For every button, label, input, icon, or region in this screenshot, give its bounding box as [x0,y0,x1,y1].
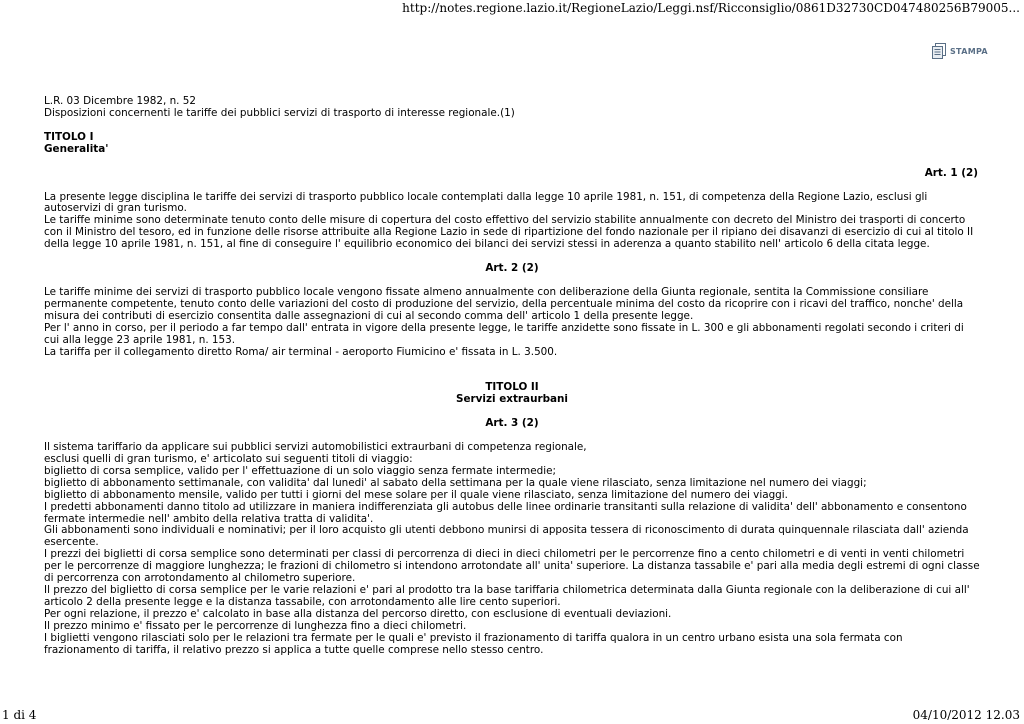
paragraph: Per l' anno in corso, per il periodo a far tempo dall' entrata in vigore della presente legge, le tariffe anzidette sono fissate in L. 300 e gli abbonamenti regolati secondo i criteri di cui alla legge 23 aprile 1981, n. 153. [44,321,964,346]
page-number: 1 di 4 [2,708,37,722]
paragraph: I prezzi dei biglietti di corsa semplice sono determinati per classi di percorrenza di dieci in dieci chilometri per le percorrenze fino a cento chilometri e di venti in venti chilometri per le percorrenze di maggiore lunghezza; le frazioni di chilometro si intendono arrotondate all' unita' superiore. La distanza tassabile e' pari alla media degli estremi di ogni classe di percorrenza con arrotondamento al chilometro superiore. [44,548,980,585]
paragraph: Il sistema tariffario da applicare sui pubblici servizi automobilistici extraurbani di competenza regionale, [44,441,587,454]
print-button[interactable] [932,42,988,60]
print-document-icon [932,43,946,59]
title-heading: TITOLO I [44,130,94,143]
paragraph: La presente legge disciplina le tariffe dei servizi di trasporto pubblico locale contemplati dalla legge 10 aprile 1981, n. 151, di competenza della Regione Lazio, esclusi gli autoservizi di gran turismo. [44,190,928,215]
print-datetime: 04/10/2012 12.03 [912,708,1020,722]
article-heading: Art. 2 (2) [485,262,539,275]
paragraph: I biglietti vengono rilasciati solo per le relazioni tra fermate per le quali e' previsto il frazionamento di tariffa qualora in un centro urbano esista una sola fermata con frazionamento di tariffa, il relativo prezzo si applica a tutte quelle comprese nello stesso centro. [44,631,903,656]
paragraph: I predetti abbonamenti danno titolo ad utilizzare in maniera indifferenziata gli autobus delle linee ordinarie transitanti sulla relazione di validita' dell' abbonamento e consentono fermate intermedie nell' ambito della relativa tratta di validita'. [44,500,967,525]
law-document [44,96,980,656]
title-subheading: Generalita' [44,142,109,155]
paragraph: Il prezzo del biglietto di corsa semplice per le varie relazioni e' pari al prodotto tra la base tariffaria chilometrica determinata dalla Giunta regionale con la deliberazione di cui all' articolo 2 della presente legge e la distanza tassabile, con arrotondamento alle lire cento superiori. [44,584,970,608]
print-label: STAMPA [950,46,988,56]
paragraph: biglietto di corsa semplice, valido per l' effettuazione di un solo viaggio senza fermate intermedie; [44,464,557,477]
law-title: Disposizioni concernenti le tariffe dei pubblici servizi di trasporto di interesse regionale.(1) [44,106,515,119]
document-url: http://notes.regione.lazio.it/RegioneLazio/Leggi.nsf/Ricconsiglio/0861D32730CD047480256B79005... [402,1,1020,15]
paragraph: biglietto di abbonamento settimanale, con validita' dal lunedi' al sabato della settimana per la quale viene rilasciato, senza limitazione nel numero dei viaggi; [44,476,867,489]
article-heading: Art. 3 (2) [485,417,539,430]
paragraph: Le tariffe minime sono determinate tenuto conto delle misure di copertura del costo effettivo del servizio stabilite annualmente con decreto del Ministro dei trasporti di concerto con il Ministro del tesoro, ed in funzione delle risorse attribuite alla Regione Lazio in sede di ripartizione del fondo nazionale per il ripiano dei disavanzi di esercizio di cui al titolo II della legge 10 aprile 1981, n. 151, al fine di conseguire l' equilibrio economico dei bilanci dei servizi stessi in aderenza a quanto stabilito nell' articolo 6 della citata legge. [44,214,974,251]
paragraph: Le tariffe minime dei servizi di trasporto pubblico locale vengono fissate almeno annualmente con deliberazione della Giunta regionale, sentita la Commissione consiliare permanente competente, tenuto conto delle variazioni del costo di produzione del servizio, della percentuale minima del costo da ricoprire con i ricavi del traffico, nonche' della misura dei contributi di esercizio consentita dalle assegnazioni di cui al secondo comma dell' articolo 1 della presente legge. [44,285,964,322]
article-heading: Art. 1 (2) [924,166,978,179]
paragraph: esclusi quelli di gran turismo, e' articolato sui seguenti titoli di viaggio: [44,453,413,466]
paragraph: Per ogni relazione, il prezzo e' calcolato in base alla distanza del percorso diretto, con esclusione di eventuali deviazioni. [44,607,672,620]
paragraph: La tariffa per il collegamento diretto Roma/ air terminal - aeroporto Fiumicino e' fissata in L. 3.500. [44,345,558,358]
paragraph: Gli abbonamenti sono individuali e nominativi; per il loro acquisto gli utenti debbono munirsi di apposita tessera di riconoscimento di durata quinquennale rilasciata dall' azienda esercente. [44,524,969,549]
law-reference: L.R. 03 Dicembre 1982, n. 52 [44,95,196,107]
paragraph: Il prezzo minimo e' fissato per le percorrenze di lunghezza fino a dieci chilometri. [44,619,467,632]
title-subheading: Servizi extraurbani [456,393,568,406]
paragraph: biglietto di abbonamento mensile, valido per tutti i giorni del mese solare per il quale viene rilasciato, senza limitazione del numero dei viaggi. [44,488,788,501]
title-heading: TITOLO II [485,381,539,394]
